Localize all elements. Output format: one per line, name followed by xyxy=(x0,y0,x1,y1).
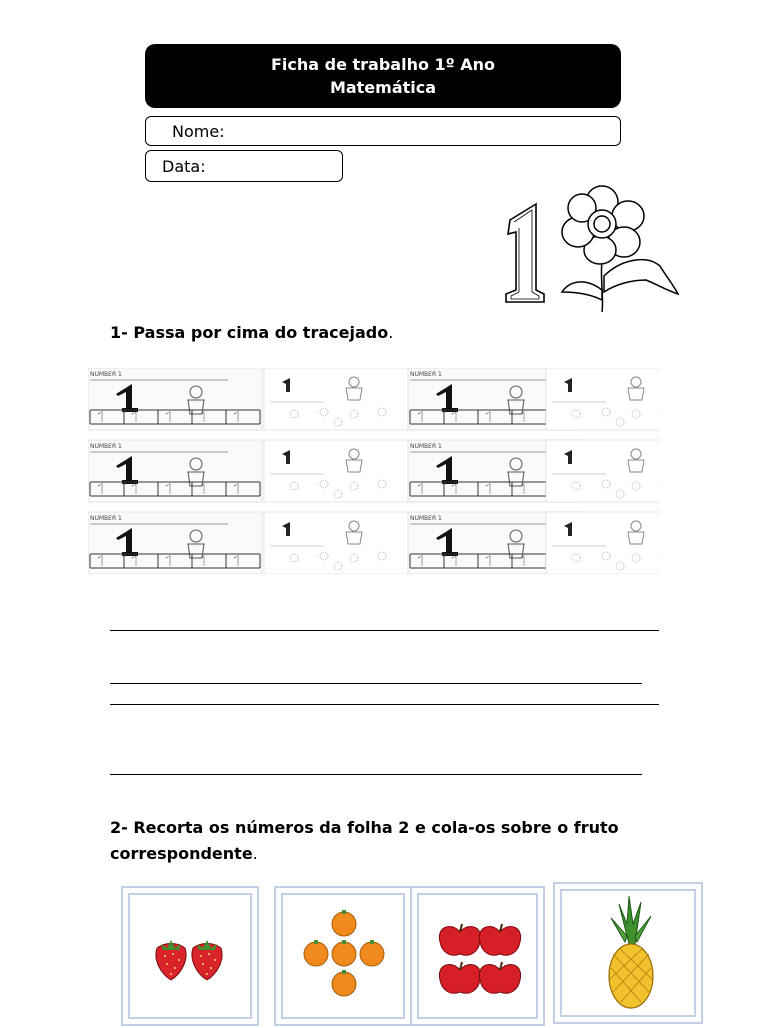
writing-line[interactable] xyxy=(110,704,659,705)
orange-icon xyxy=(332,942,356,966)
question-2-text-line1: Recorta os números da folha 2 e cola-os sobre o fruto xyxy=(133,818,619,837)
writing-line[interactable] xyxy=(110,774,642,775)
orange-icon xyxy=(304,942,328,966)
subject-title: Matemática xyxy=(329,78,437,97)
worksheet-title: Ficha de trabalho 1º Ano xyxy=(270,55,496,74)
orange-icon xyxy=(360,942,384,966)
date-field[interactable] xyxy=(145,150,343,182)
orange-icon xyxy=(332,972,356,996)
apple-group xyxy=(412,888,543,1024)
writing-line[interactable] xyxy=(110,683,642,684)
worksheet-row-1 xyxy=(88,368,660,430)
question-1-number: 1- xyxy=(110,323,128,342)
flower-icon xyxy=(562,186,678,312)
question-2-number: 2- xyxy=(110,818,128,837)
writing-line[interactable] xyxy=(110,630,659,631)
strawberry-group xyxy=(123,888,257,1024)
question-2 xyxy=(110,815,619,867)
name-label: Nome: xyxy=(172,121,225,141)
orange-icon xyxy=(332,912,356,936)
pineapple-icon xyxy=(609,896,653,1008)
pineapple-group xyxy=(555,884,701,1022)
fruit-box-strawberries[interactable] xyxy=(121,886,259,1026)
number-one-flower-illustration xyxy=(496,180,686,316)
fruit-box-apples[interactable] xyxy=(410,886,545,1026)
question-2-text-line2: correspondente xyxy=(110,844,253,863)
strawberry-icon xyxy=(156,940,186,980)
header-banner xyxy=(145,44,621,108)
fruit-box-pineapple[interactable] xyxy=(553,882,703,1024)
worksheet-row-3 xyxy=(88,512,660,574)
worksheet-row-2 xyxy=(88,440,660,502)
strawberry-icon xyxy=(192,940,222,980)
name-field[interactable] xyxy=(145,116,621,146)
question-1-end: . xyxy=(388,323,394,342)
question-1 xyxy=(110,320,393,346)
date-label: Data: xyxy=(162,156,206,176)
tracing-worksheet-grid xyxy=(88,368,660,574)
question-2-end: . xyxy=(252,844,258,863)
question-1-text: Passa por cima do tracejado xyxy=(133,323,389,342)
orange-group xyxy=(276,888,410,1024)
fruit-box-oranges[interactable] xyxy=(274,886,412,1026)
number-one-outline xyxy=(506,204,544,302)
